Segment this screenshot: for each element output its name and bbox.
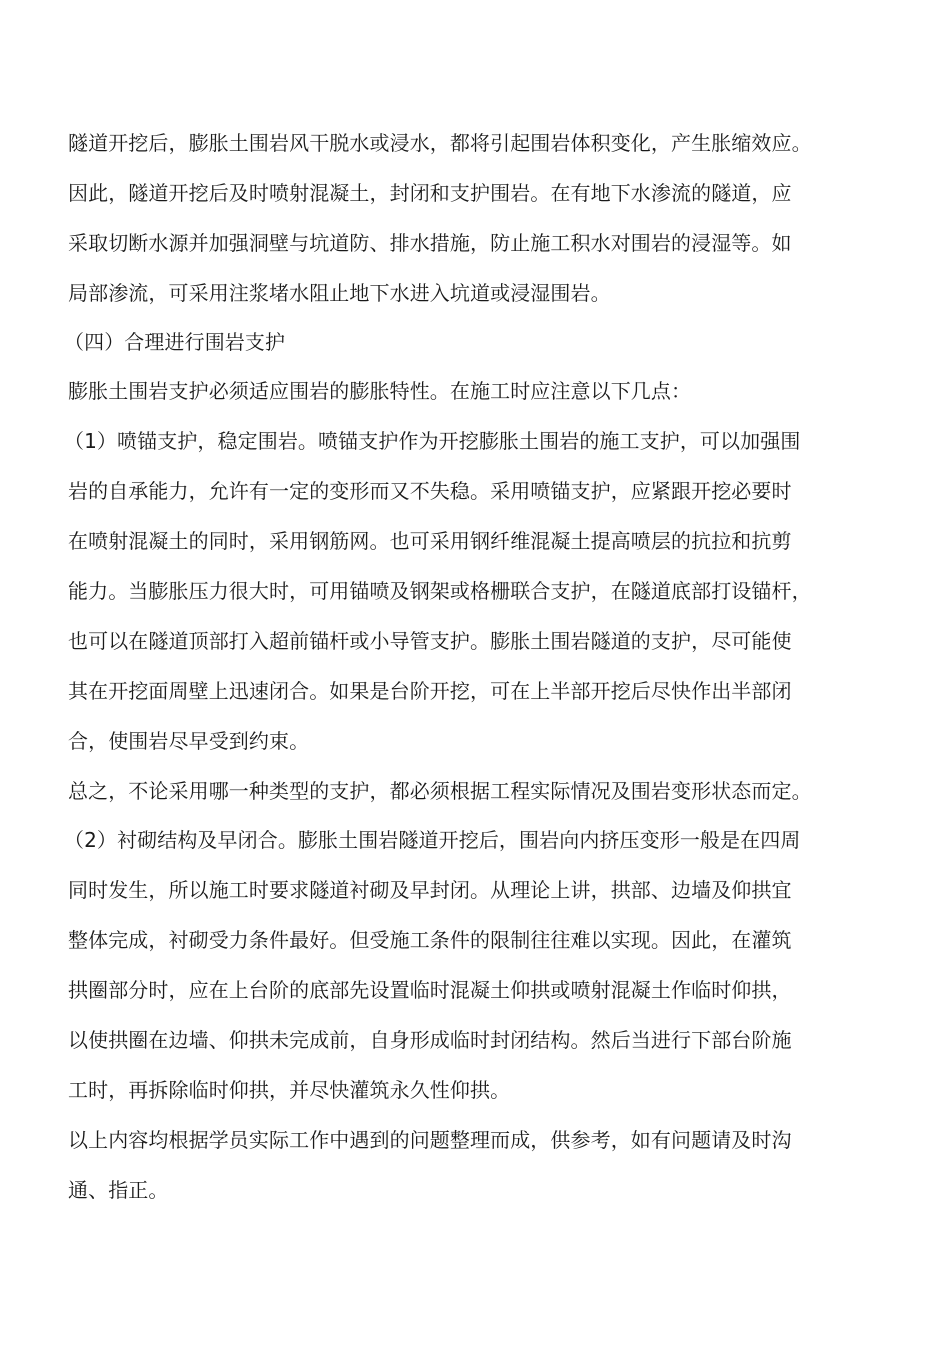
text-line: 拱圈部分时，应在上台阶的底部先设置临时混凝土仰拱或喷射混凝土作临时仰拱， [68,978,792,1002]
text-line: 工时，再拆除临时仰拱，并尽快灌筑永久性仰拱。 [68,1078,511,1102]
text-line: 膨胀土围岩支护必须适应围岩的膨胀特性。在施工时应注意以下几点： [68,379,692,403]
text-line: 隧道开挖后，膨胀土围岩风干脱水或浸水，都将引起围岩体积变化，产生胀缩效应。 [68,131,812,155]
text-line: 在喷射混凝土的同时，采用钢筋网。也可采用钢纤维混凝土提高喷层的抗拉和抗剪 [68,529,792,553]
text-line: 以上内容均根据学员实际工作中遇到的问题整理而成，供参考，如有问题请及时沟 [68,1128,792,1152]
text-line: 整体完成，衬砌受力条件最好。但受施工条件的限制往往难以实现。因此，在灌筑 [68,928,792,952]
text-line: 合，使围岩尽早受到约束。 [68,729,310,753]
section-heading: （四）合理进行围岩支护 [64,330,286,354]
text-line: 采取切断水源并加强洞壁与坑道防、排水措施，防止施工积水对围岩的浸湿等。如 [68,231,792,255]
text-line: （1）喷锚支护，稳定围岩。喷锚支护作为开挖膨胀土围岩的施工支护，可以加强围 [64,429,801,453]
text-line: （2）衬砌结构及早闭合。膨胀土围岩隧道开挖后，围岩向内挤压变形一般是在四周 [64,828,801,852]
text-line: 局部渗流，可采用注浆堵水阻止地下水进入坑道或浸湿围岩。 [68,281,611,305]
text-line: 以使拱圈在边墙、仰拱未完成前，自身形成临时封闭结构。然后当进行下部台阶施 [68,1028,792,1052]
text-line: 能力。当膨胀压力很大时，可用锚喷及钢架或格栅联合支护，在隧道底部打设锚杆， [68,579,812,603]
text-line: 通、指正。 [68,1178,169,1202]
text-line: 同时发生，所以施工时要求隧道衬砌及早封闭。从理论上讲，拱部、边墙及仰拱宜 [68,878,792,902]
text-line: 总之，不论采用哪一种类型的支护，都必须根据工程实际情况及围岩变形状态而定。 [68,779,812,803]
text-line: 也可以在隧道顶部打入超前锚杆或小导管支护。膨胀土围岩隧道的支护，尽可能使 [68,629,792,653]
text-line: 其在开挖面周壁上迅速闭合。如果是台阶开挖，可在上半部开挖后尽快作出半部闭 [68,679,792,703]
text-line: 岩的自承能力，允许有一定的变形而又不失稳。采用喷锚支护，应紧跟开挖必要时 [68,479,792,503]
text-line: 因此，隧道开挖后及时喷射混凝土，封闭和支护围岩。在有地下水渗流的隧道，应 [68,181,792,205]
